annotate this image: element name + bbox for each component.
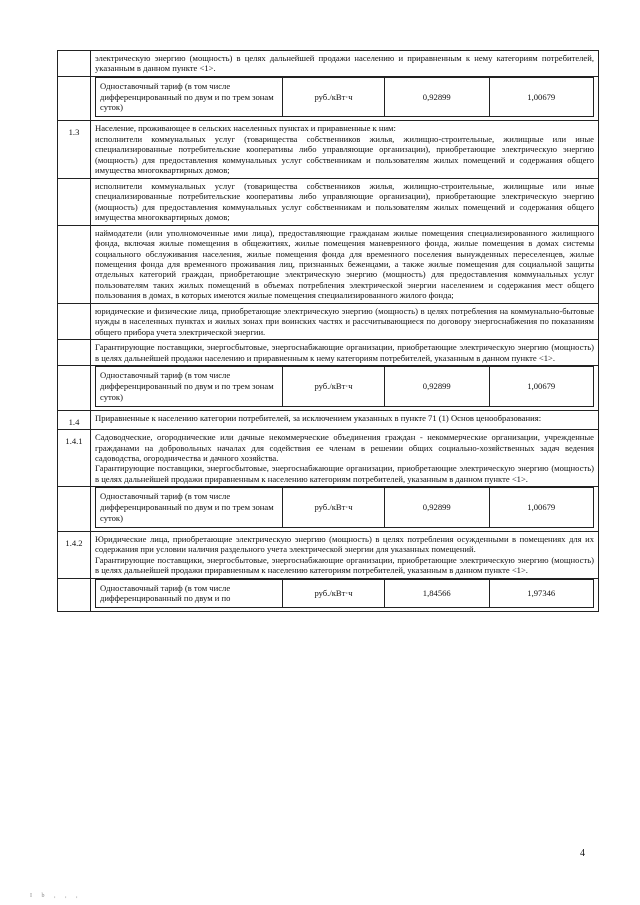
tariff-label: Одноставочный тариф (в том числе дифференцированный по двум и по трем зонам суток) bbox=[96, 488, 283, 527]
tariff-unit: руб./кВт·ч bbox=[283, 77, 385, 116]
tariff-value-2: 1,00679 bbox=[489, 488, 594, 527]
tariff-row bbox=[58, 487, 599, 531]
tariff-table bbox=[57, 50, 599, 612]
tariff-value-2: 1,00679 bbox=[489, 367, 594, 406]
row-number: 1.4.1 bbox=[58, 430, 91, 487]
tariff-values bbox=[95, 77, 594, 117]
paragraph: Приравненные к населению категории потребителей, за исключением указанных в пункте 71 (1) Основ ценообразования: bbox=[95, 412, 542, 423]
table-row bbox=[58, 303, 599, 339]
tariff-value-1: 1,84566 bbox=[385, 579, 490, 607]
tariff-unit: руб./кВт·ч bbox=[283, 488, 385, 527]
row-text bbox=[91, 51, 599, 77]
paragraph: Население, проживающее в сельских населенных пунктах и приравненные к ним: bbox=[95, 123, 396, 134]
tariff-row bbox=[58, 366, 599, 410]
paragraph: исполнители коммунальных услуг (товарищества собственников жилья, жилищно-строительные, жилищные или иные специализированные потребительские кооперативы либо управляющие организации), приобретающие электрическую энергию (мощность) для предоставления коммунальных услуг собственникам и пользователям жилых помещений и содержания общего имущества многоквартирных домов; bbox=[95, 133, 594, 176]
tariff-value-1: 0,92899 bbox=[385, 367, 490, 406]
row-number bbox=[58, 225, 91, 303]
paragraph: исполнители коммунальных услуг (товарищества собственников жилья, жилищно-строительные, жилищные или иные специализированные потребительские кооперативы либо управляющие организации), приобретающие электрическую энергию (мощность) для предоставления коммунальных услуг собственникам и пользователям жилых помещений и содержания общего имущества многоквартирных домов; bbox=[95, 180, 594, 223]
tariff-unit: руб./кВт·ч bbox=[283, 579, 385, 607]
row-number bbox=[58, 303, 91, 339]
paragraph: наймодатели (или уполномоченные ими лица), предоставляющие гражданам жилые помещения специализированного жилищного фонда, включая жилые помещения в общежитиях, жилые помещения маневренного фонда, жилые помещения в домах системы социального обслуживания населения, жилые помещения фонда для временного поселения вынужденных переселенцев, жилые помещения фонда для временного проживания лиц, признанных беженцами, а также жилые помещения для социальной защиты отдельных категорий граждан, приобретающие электрическую энергию (мощность) для предоставления коммунальных услуг пользователям таких жилых помещений в объемах потребления электрической энергии населением и содержания мест общего пользования в домах, в которых имеются жилые помещения специализированного жилого фонда; bbox=[95, 227, 594, 301]
tariff-value-1: 0,92899 bbox=[385, 77, 490, 116]
row-text bbox=[91, 178, 599, 225]
tariff-unit: руб./кВт·ч bbox=[283, 367, 385, 406]
paragraph: Юридические лица, приобретающие электрическую энергию (мощность) в целях потребления осужденными в помещениях для их содержания при условии наличия раздельного учета электрической энергии для указанных помещений. bbox=[95, 533, 594, 555]
row-text bbox=[91, 410, 599, 429]
scan-mark: I b , , , bbox=[30, 893, 82, 899]
tariff-values bbox=[95, 366, 594, 406]
table-row bbox=[58, 178, 599, 225]
tariff-row bbox=[58, 76, 599, 120]
tariff-value-1: 0,92899 bbox=[385, 488, 490, 527]
row-number bbox=[58, 178, 91, 225]
tariff-values bbox=[95, 579, 594, 608]
tariff-value-2: 1,97346 bbox=[489, 579, 594, 607]
row-text bbox=[91, 430, 599, 487]
table-row bbox=[58, 51, 599, 77]
paragraph: Садоводческие, огороднические или дачные некоммерческие объединения граждан - некоммерческие организации, учрежденные гражданами на добровольных началах для содействия ее членам в решении общих социально-хозяйственных задач ведения садоводства, огородничества и дачного хозяйства. bbox=[95, 432, 594, 463]
paragraph: Гарантирующие поставщики, энергосбытовые, энергоснабжающие организации, приобретающие электрическую энергию (мощность) в целях дальнейшей продажи населению и приравненным к нему категориям потребителей, указанным в данном пункте <1>. bbox=[95, 342, 594, 363]
row-text bbox=[91, 225, 599, 303]
tariff-value-2: 1,00679 bbox=[489, 77, 594, 116]
row-text bbox=[91, 303, 599, 339]
table-row bbox=[58, 340, 599, 366]
page-number: 4 bbox=[580, 848, 585, 859]
tariff-label: Одноставочный тариф (в том числе дифференцированный по двум и по трем зонам суток) bbox=[96, 367, 283, 406]
row-number: 1.3 bbox=[58, 121, 91, 178]
paragraph: юридические и физические лица, приобретающие электрическую энергию (мощность) в целях потребления на коммунально-бытовые нужды в населенных пунктах и жилых зонах при воинских частях и рассчитывающиеся по договору энергоснабжения по показаниям общего прибора учета электрической энергии. bbox=[95, 305, 594, 337]
paragraph: Гарантирующие поставщики, энергосбытовые, энергоснабжающие организации, приобретающие электрическую энергию (мощность) в целях дальнейшей продажи приравненным к населению категориям потребителей, указанным в данном пункте <1>. bbox=[95, 463, 594, 484]
table-row bbox=[58, 225, 599, 303]
paragraph: Гарантирующие поставщики, энергосбытовые, энергоснабжающие организации, приобретающие электрическую энергию (мощность) в целях дальнейшей продажи приравненным к населению категориям потребителей, указанным в данном пункте <1>. bbox=[95, 554, 594, 576]
tariff-row bbox=[58, 578, 599, 611]
table-row bbox=[58, 531, 599, 578]
table-row bbox=[58, 121, 599, 178]
table-row bbox=[58, 430, 599, 487]
row-number bbox=[58, 51, 91, 77]
tariff-values bbox=[95, 487, 594, 527]
tariff-label: Одноставочный тариф (в том числе дифференцированный по двум и по трем зонам суток) bbox=[96, 77, 283, 116]
tariff-label: Одноставочный тариф (в том числе дифференцированный по двум и по bbox=[96, 579, 283, 607]
row-text bbox=[91, 531, 599, 578]
table-row bbox=[58, 410, 599, 429]
row-text bbox=[91, 121, 599, 178]
row-number: 1.4 bbox=[58, 410, 91, 429]
row-number: 1.4.2 bbox=[58, 531, 91, 578]
paragraph: электрическую энергию (мощность) в целях дальнейшей продажи населению и приравненным к нему категориям потребителей, указанным в данном пункте <1>. bbox=[95, 53, 594, 74]
row-number bbox=[58, 340, 91, 366]
row-text bbox=[91, 340, 599, 366]
